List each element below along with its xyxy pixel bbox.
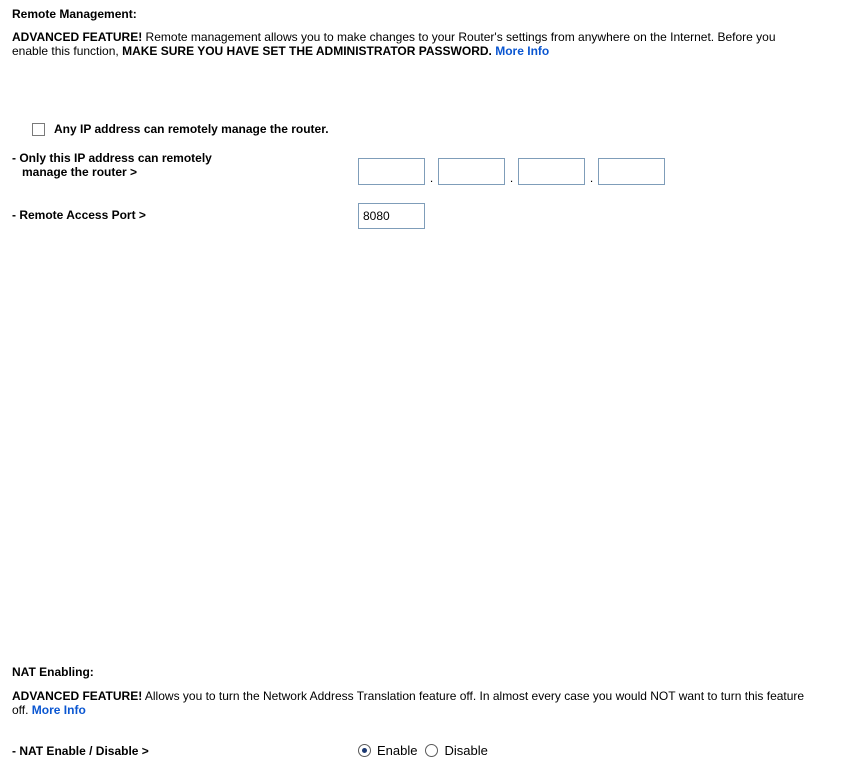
nat-description-text: Allows you to turn the Network Address Translation feature off. In almost every case you would NOT want to turn this feature off. (12, 689, 805, 717)
nat-radio-group (358, 743, 488, 758)
remote-description-text: Remote management allows you to make changes to your Router's settings from anywhere on the Internet. Before you enable this function, (12, 30, 776, 58)
remote-port-input[interactable]: 8080 (358, 203, 425, 229)
any-ip-row[interactable] (32, 121, 329, 137)
any-ip-checkbox[interactable] (32, 123, 45, 136)
remote-management-description (12, 30, 812, 58)
ip-separator: . (509, 171, 514, 185)
remote-port-label: - Remote Access Port > (12, 208, 146, 222)
ip-address-group (358, 158, 665, 185)
ip-separator: . (429, 171, 434, 185)
nat-label: - NAT Enable / Disable > (12, 744, 149, 758)
only-ip-label: - Only this IP address can remotely manage the router > (12, 151, 212, 179)
remote-more-info-link[interactable]: More Info (495, 44, 550, 58)
remote-warning-prefix: ADVANCED FEATURE! (12, 30, 143, 44)
any-ip-label: Any IP address can remotely manage the router. (54, 122, 329, 136)
remote-password-warning: MAKE SURE YOU HAVE SET THE ADMINISTRATOR PASSWORD. (122, 44, 492, 58)
ip-octet-2-input[interactable] (438, 158, 505, 185)
nat-disable-label[interactable]: Disable (444, 743, 488, 758)
ip-octet-1-input[interactable] (358, 158, 425, 185)
ip-separator: . (589, 171, 594, 185)
ip-octet-4-input[interactable] (598, 158, 665, 185)
nat-enable-radio[interactable] (358, 744, 371, 757)
nat-more-info-link[interactable]: More Info (31, 703, 86, 717)
remote-management-heading: Remote Management: (12, 7, 137, 21)
nat-heading: NAT Enabling: (12, 665, 94, 679)
nat-description (12, 689, 812, 717)
nat-warning-prefix: ADVANCED FEATURE! (12, 689, 143, 703)
ip-octet-3-input[interactable] (518, 158, 585, 185)
nat-disable-radio[interactable] (425, 744, 438, 757)
nat-enable-label[interactable]: Enable (377, 743, 418, 758)
